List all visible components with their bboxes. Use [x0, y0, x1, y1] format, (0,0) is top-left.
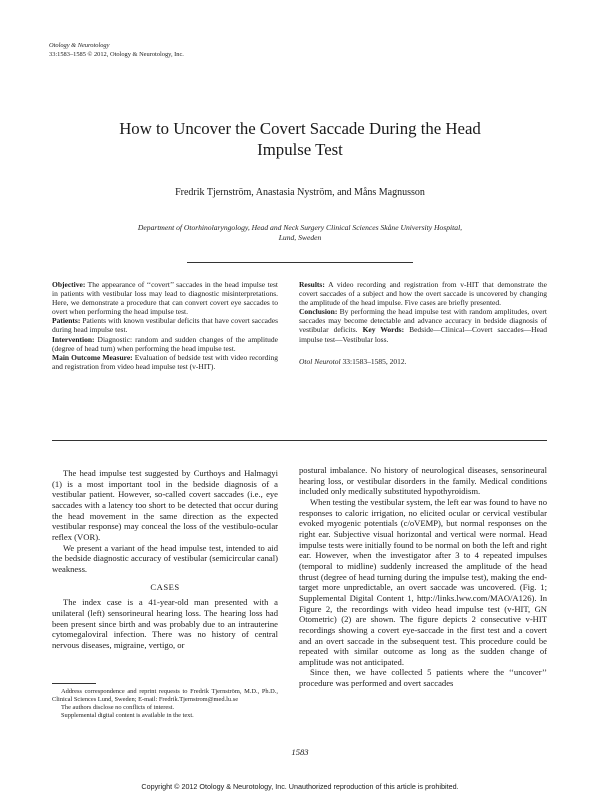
- body-paragraph: postural imbalance. No history of neurological diseases, sensorineural hearing loss, or vestibular disorders in the family. Medical conditions included only medically substituted hypothyroidism.: [299, 465, 547, 497]
- body-paragraph: The index case is a 41-year-old man presented with a unilateral (left) sensorineural hearing loss. The hearing loss had been present since birth and was probably due to an intrauterine cytomegaloviral infection. There was no history of central nervous diseases, migraine, vertigo, or: [52, 597, 278, 650]
- section-heading-cases: CASES: [150, 581, 180, 592]
- objective-text: The appearance of ‘‘covert’’ saccades in the head impulse test in patients with vestibular loss may lead to diagnostic misinterpretations. Here, we demonstrate a procedure that can convert covert eye saccades to overt when performing the head impulse test.: [52, 280, 278, 317]
- affiliation-line-2: Lund, Sweden: [278, 233, 322, 242]
- footnote-correspondence: Address correspondence and reprint requests to Fredrik Tjernström, M.D., Ph.D., Clinical Sciences Lund, Sweden; E-mail: Fredrik.Tjernstrom@med.lu.se: [52, 688, 278, 704]
- journal-name: Otology & Neurotology: [49, 42, 110, 49]
- patients-text: Patients with known vestibular deficits that have covert saccades during head impulse test.: [52, 316, 278, 335]
- journal-citation: 33:1583–1585 © 2012, Otology & Neurotology, Inc.: [49, 51, 184, 58]
- abstract-intervention: [52, 335, 278, 353]
- conclusion-label: Conclusion:: [299, 307, 338, 317]
- abstract-citation: [299, 357, 547, 366]
- body-paragraph: We present a variant of the head impulse test, intended to aid the bedside diagnostic accuracy of vestibular (semicircular canal) weakness.: [52, 542, 278, 574]
- title-line-1: How to Uncover the Covert Saccade During the Head: [119, 119, 481, 138]
- abstract-results: [299, 280, 547, 307]
- body-paragraph: When testing the vestibular system, the left ear was found to have no responses to caloric irrigation, no elicited ocular or cervical vestibular evoked myogenic potentials (c/oVEMP), but normal responses on the right ear. Subjective visual horizontal and vertical were normal. Head impulse tests were initially found to be normal on both the left and right ear. However, when the investigator after 3 to 4 repeated impulses (temporal to midline) suddenly increased the amplitude of the head thrust (degree of head turning during the impulse test), making the end-target more unpredictable, an overt saccade was uncovered. (Fig. 1; Supplemental Digital Content 1, http://links.lww.com/MAO/A126). In Figure 2, the recordings with video head impulse test (v-HIT, GN Otometric) (2) are shown. The figure depicts 2 consecutive v-HIT recordings showing a covert eye-saccade in the first test and a covert and an overt saccade in the subsequent test. This procedure could be repeated with similar outcome as long as the sudden change of amplitude was not anticipated.: [299, 496, 547, 667]
- abstract-patients: [52, 316, 278, 334]
- intervention-text: Diagnostic: random and sudden changes of the amplitude (degree of head turn) when performing the head impulse test.: [52, 334, 278, 353]
- outcome-label: Main Outcome Measure:: [52, 352, 133, 362]
- abstract-left-column: [52, 280, 278, 371]
- title-divider: [187, 262, 413, 263]
- outcome-text: Evaluation of bedside test with video recording and registration from video head impulse test (v-HIT).: [52, 352, 279, 371]
- abstract-outcome: [52, 353, 278, 371]
- results-label: Results:: [299, 280, 325, 289]
- conclusion-text: By performing the head impulse test with random amplitudes, overt saccades may become detectable and advance accuracy in bedside diagnosis of vestibular deficits.: [299, 307, 547, 335]
- affiliation-line-1: Department of Otorhinolaryngology, Head and Neck Surgery Clinical Sciences Skåne University Hospital,: [137, 223, 463, 232]
- patients-label: Patients:: [52, 316, 81, 326]
- body-paragraph: Since then, we have collected 5 patients where the ‘‘uncover’’ procedure was performed and overt saccades: [299, 667, 547, 689]
- title-line-2: Impulse Test: [257, 140, 343, 159]
- keywords-text: Bedside—Clinical—Covert saccades—Head impulse test—Vestibular loss.: [299, 325, 548, 344]
- body-left-column: [52, 468, 278, 651]
- footnote-conflicts: The authors disclose no conflicts of interest.: [61, 704, 175, 712]
- results-text: A video recording and registration from v-HIT that demonstrate the covert saccades of a subject and how the overt saccade is uncovered by changing the amplitude of the head impulse. Five cases are briefly presented.: [299, 280, 547, 308]
- abstract-citation-volume: 33:1583–1585, 2012.: [340, 356, 407, 366]
- abstract-conclusion: [299, 307, 547, 343]
- body-right-column: [299, 465, 547, 689]
- page-number: 1583: [291, 747, 309, 757]
- abstract-citation-journal: Otol Neurotol: [299, 356, 341, 366]
- authors: Fredrik Tjernström, Anastasia Nyström, and Måns Magnusson: [175, 187, 425, 198]
- footnote-supplemental: Supplemental digital content is available in the text.: [61, 712, 194, 720]
- copyright-notice: Copyright © 2012 Otology & Neurotology, Inc. Unauthorized reproduction of this article is prohibited.: [141, 782, 459, 791]
- abstract-right-column: [299, 280, 547, 366]
- footnotes: [52, 688, 278, 720]
- abstract-objective: [52, 280, 278, 316]
- intervention-label: Intervention:: [52, 334, 95, 344]
- affiliation: [60, 223, 540, 243]
- abstract-divider: [52, 440, 547, 441]
- article-title: [60, 118, 540, 160]
- body-paragraph: The head impulse test suggested by Curthoys and Halmagyi (1) is a most important tool in the bedside diagnosis of a vestibular patient. However, so-called covert saccades (i.e., eye saccades with a latency too short to be detected that occur during the head movement in the same direction as the expected vestibular response) may conceal the loss of the vestibulo-ocular reflex (VOR).: [52, 468, 278, 542]
- keywords-label: Key Words:: [362, 325, 405, 335]
- footnote-rule: [52, 683, 96, 684]
- objective-label: Objective:: [52, 280, 86, 289]
